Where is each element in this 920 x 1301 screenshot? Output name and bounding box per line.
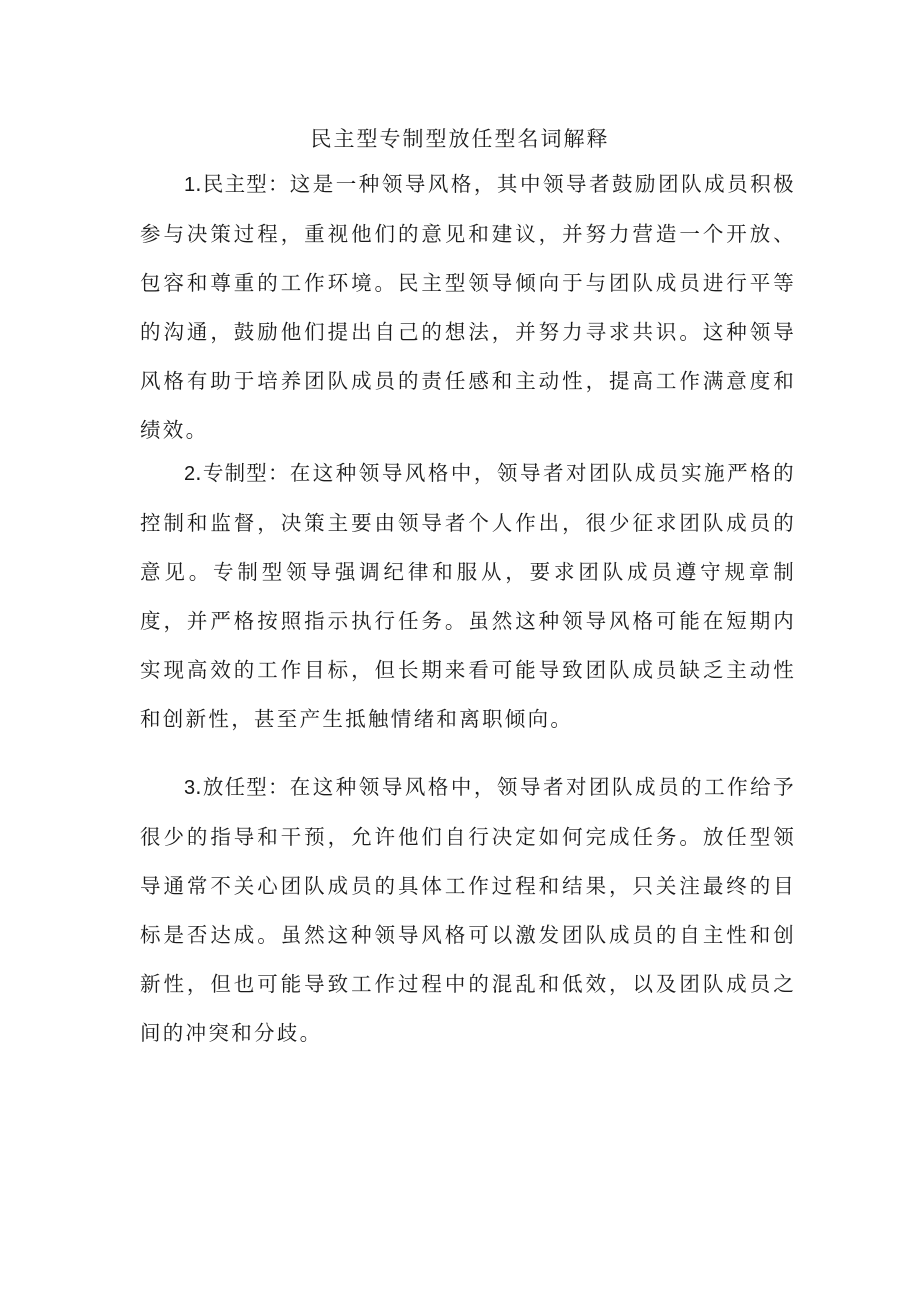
section-democratic [140,160,796,455]
section-body: 这是一种领导风格，其中领导者鼓励团队成员积极参与决策过程，重视他们的意见和建议，并努力营造一个开放、包容和尊重的工作环境。民主型领导倾向于与团队成员进行平等的沟通，鼓励他们提出自己的想法，并努力寻求共识。这种领导风格有助于培养团队成员的责任感和主动性，提高工作满意度和绩效。 [140,172,796,442]
section-body: 在这种领导风格中，领导者对团队成员实施严格的控制和监督，决策主要由领导者个人作出，很少征求团队成员的意见。专制型领导强调纪律和服从，要求团队成员遵守规章制度，并严格按照指示执行任务。虽然这种领导风格可能在短期内实现高效的工作目标，但长期来看可能导致团队成员缺乏主动性和创新性，甚至产生抵触情绪和离职倾向。 [140,461,796,731]
section-term: .放任型： [195,775,290,799]
section-number: 3 [184,777,196,799]
section-term: .民主型： [195,172,290,196]
section-body: 在这种领导风格中，领导者对团队成员的工作给予很少的指导和干预，允许他们自行决定如何完成任务。放任型领导通常不关心团队成员的具体工作过程和结果，只关注最终的目标是否达成。虽然这种领导风格可以激发团队成员的自主性和创新性，但也可能导致工作过程中的混乱和低效，以及团队成员之间的冲突和分歧。 [140,775,796,1045]
section-laissez-faire [140,763,796,1058]
section-number: 2 [184,463,196,485]
section-number: 1 [184,174,196,196]
document-title: 民主型专制型放任型名词解释 [310,127,610,151]
section-autocratic [140,449,796,744]
section-term: .专制型： [195,461,290,485]
